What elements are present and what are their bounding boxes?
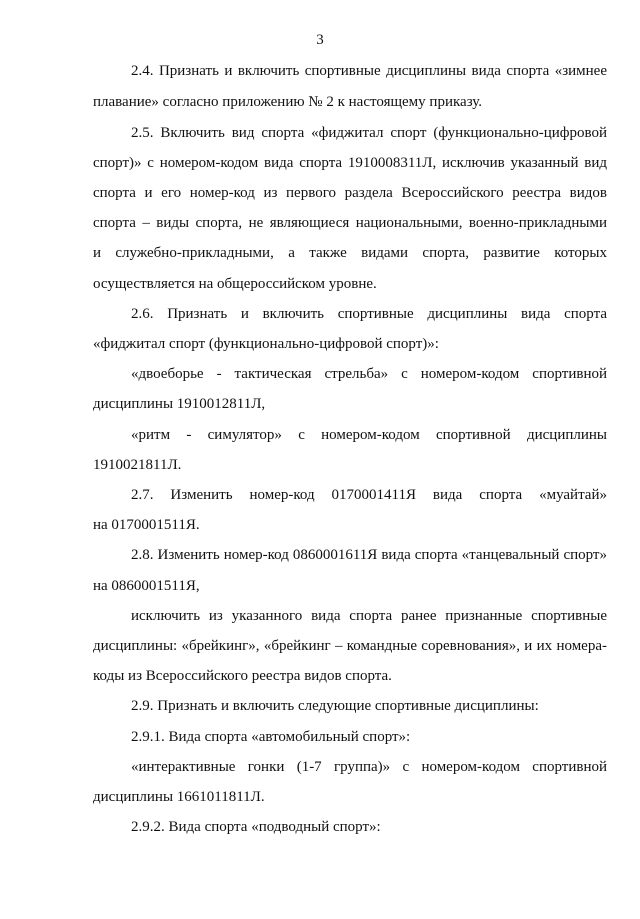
paragraph-line: на 0170001511Я. — [93, 517, 200, 533]
paragraph-line: и служебно-прикладными, а также видами спорта, развитие которых — [93, 245, 607, 261]
paragraph-line: 2.9. Признать и включить следующие спортивные дисциплины: — [131, 698, 539, 714]
paragraph-line: 2.9.1. Вида спорта «автомобильный спорт»: — [131, 729, 411, 745]
paragraph-line: осуществляется на общероссийском уровне. — [93, 276, 377, 292]
paragraph-line: на 0860001511Я, — [93, 578, 200, 594]
paragraph-line: спорта и его номер-код из первого раздела Всероссийского реестра видов — [93, 185, 607, 201]
paragraph-line: дисциплины: «брейкинг», «брейкинг – командные соревнования», и их номера- — [93, 638, 607, 654]
paragraph-line: «ритм - симулятор» с номером-кодом спортивной дисциплины — [131, 427, 607, 443]
paragraph-line: 2.6. Признать и включить спортивные дисциплины вида спорта — [131, 306, 607, 322]
paragraph-line: 2.7. Изменить номер-код 0170001411Я вида спорта «муайтай» — [131, 487, 607, 503]
paragraph-line: «интерактивные гонки (1-7 группа)» с номером-кодом спортивной — [131, 759, 607, 775]
paragraph-line: 2.4. Признать и включить спортивные дисциплины вида спорта «зимнее — [131, 63, 607, 79]
paragraph-line: спорта – виды спорта, не являющиеся национальными, военно-прикладными — [93, 215, 607, 231]
paragraph-line: 2.9.2. Вида спорта «подводный спорт»: — [131, 819, 381, 835]
paragraph-line: дисциплины 1910012811Л, — [93, 396, 266, 412]
paragraph-line: исключить из указанного вида спорта ранее признанные спортивные — [131, 608, 607, 624]
paragraph-line: 2.5. Включить вид спорта «фиджитал спорт (функционально-цифровой — [131, 125, 607, 141]
paragraph-line: дисциплины 1661011811Л. — [93, 789, 265, 805]
paragraph-line: «фиджитал спорт (функционально-цифровой спорт)»: — [93, 336, 439, 352]
paragraph-line: 1910021811Л. — [93, 457, 182, 473]
paragraph-line: 2.8. Изменить номер-код 0860001611Я вида спорта «танцевальный спорт» — [131, 547, 607, 563]
paragraph-line: плавание» согласно приложению № 2 к настоящему приказу. — [93, 94, 483, 110]
paragraph-line: «двоеборье - тактическая стрельба» с номером-кодом спортивной — [131, 366, 607, 382]
page-number: 3 — [316, 32, 324, 48]
paragraph-line: коды из Всероссийского реестра видов спорта. — [93, 668, 392, 684]
paragraph-line: спорт)» с номером-кодом вида спорта 1910008311Л, исключив указанный вид — [93, 155, 607, 171]
